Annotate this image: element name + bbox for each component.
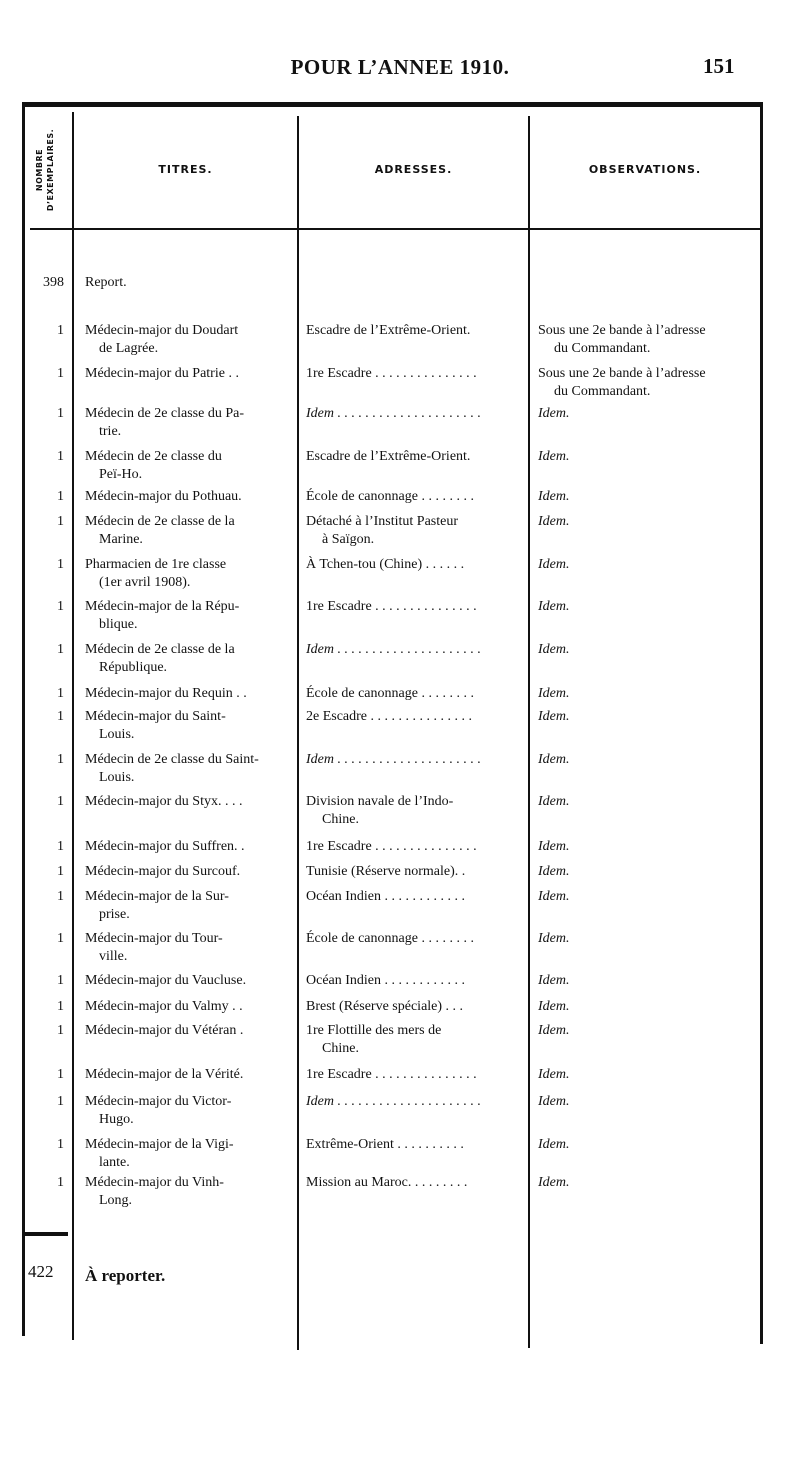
total-label: À reporter. xyxy=(85,1266,166,1285)
row-titre xyxy=(85,513,295,549)
row-adresse xyxy=(306,598,524,616)
row-titre-line: Marine. xyxy=(99,532,143,547)
row-observation xyxy=(538,598,763,616)
row-adresse xyxy=(306,513,524,549)
row-titre xyxy=(85,972,295,990)
row-titre-line: Médecin-major du Vaucluse. xyxy=(85,973,247,988)
row-titre xyxy=(85,930,295,966)
row-count: 1 xyxy=(57,1094,64,1109)
row-adresse-line: 1re Escadre . . . . . . . . . . . . . . . xyxy=(306,366,477,381)
row-adresse-line: Tunisie (Réserve normale). . xyxy=(306,864,466,879)
row-observation-line: Idem. xyxy=(538,686,570,701)
row-count: 1 xyxy=(57,709,64,724)
row-count: 1 xyxy=(57,839,64,854)
row-titre-line: Médecin-major du Doudart xyxy=(85,323,239,338)
row-observation xyxy=(538,1136,763,1154)
row-titre-line: Médecin-major du Patrie . . xyxy=(85,366,239,381)
row-adresse xyxy=(306,488,524,506)
row-titre xyxy=(85,448,295,484)
row-count: 1 xyxy=(57,686,64,701)
row-observation xyxy=(538,1022,763,1040)
row-adresse xyxy=(306,405,524,423)
row-titre-line: Médecin-major du Vétéran . xyxy=(85,1023,244,1038)
row-observation-line: Idem. xyxy=(538,709,570,724)
row-observation-line: Idem. xyxy=(538,489,570,504)
row-observation xyxy=(538,863,763,881)
row-observation-line: Idem. xyxy=(538,999,570,1014)
row-observation-line: Sous une 2e bande à l’adresse xyxy=(538,366,706,381)
row-observation-line: Idem. xyxy=(538,973,570,988)
row-adresse xyxy=(306,1066,524,1084)
row-observation xyxy=(538,365,763,401)
row-count: 1 xyxy=(57,366,64,381)
row-titre-line: blique. xyxy=(99,617,138,632)
row-titre-line: Peï-Ho. xyxy=(99,467,143,482)
row-titre-line: (1er avril 1908). xyxy=(99,575,191,590)
row-observation-line: Idem. xyxy=(538,794,570,809)
row-count: 1 xyxy=(57,794,64,809)
row-adresse-line: Escadre de l’Extrême-Orient. xyxy=(306,323,471,338)
row-titre xyxy=(85,365,295,383)
row-observation xyxy=(538,751,763,769)
column-header-nombre: NOMBRE D’EXEMPLAIRES. xyxy=(35,128,55,212)
row-observation xyxy=(538,930,763,948)
row-count: 1 xyxy=(57,514,64,529)
row-adresse xyxy=(306,708,524,726)
row-titre xyxy=(85,598,295,634)
row-adresse-line: Chine. xyxy=(322,812,359,827)
row-adresse-line: Idem . . . . . . . . . . . . . . . . . . . . . xyxy=(306,1094,481,1109)
row-titre xyxy=(85,751,295,787)
row-adresse-line: Océan Indien . . . . . . . . . . . . xyxy=(306,889,466,904)
row-count: 1 xyxy=(57,449,64,464)
row-observation xyxy=(538,405,763,423)
row-adresse-line: Brest (Réserve spéciale) . . . xyxy=(306,999,464,1014)
column-header-titres: TITRES. xyxy=(158,163,213,176)
row-adresse xyxy=(306,972,524,990)
row-titre xyxy=(85,793,295,811)
row-adresse xyxy=(306,1022,524,1058)
row-titre-line: Louis. xyxy=(99,770,135,785)
row-titre xyxy=(85,1093,295,1129)
row-titre xyxy=(85,1174,295,1210)
row-titre-line: Médecin-major de la Répu- xyxy=(85,599,240,614)
row-titre-line: Pharmacien de 1re classe xyxy=(85,557,227,572)
row-titre-line: lante. xyxy=(99,1155,130,1170)
row-adresse xyxy=(306,365,524,383)
row-count: 1 xyxy=(57,889,64,904)
row-observation xyxy=(538,998,763,1016)
column-divider-1 xyxy=(72,112,74,1340)
row-observation xyxy=(538,793,763,811)
row-titre xyxy=(85,641,295,677)
row-titre-line: Médecin-major du Vinh- xyxy=(85,1175,224,1190)
row-adresse xyxy=(306,930,524,948)
row-titre-line: Médecin de 2e classe de la xyxy=(85,642,235,657)
row-count: 1 xyxy=(57,1023,64,1038)
report-count: 398 xyxy=(43,275,64,290)
total-count: 422 xyxy=(28,1262,54,1281)
row-adresse xyxy=(306,322,524,340)
row-observation-line: Idem. xyxy=(538,889,570,904)
row-adresse-line: Idem . . . . . . . . . . . . . . . . . . . . . xyxy=(306,752,481,767)
row-titre xyxy=(85,556,295,592)
row-titre xyxy=(85,685,295,703)
row-titre xyxy=(85,405,295,441)
row-titre xyxy=(85,888,295,924)
row-titre xyxy=(85,863,295,881)
page-header-title: POUR L’ANNEE 1910. xyxy=(290,55,510,79)
row-observation-line: du Commandant. xyxy=(554,341,651,356)
row-titre xyxy=(85,1136,295,1172)
row-titre-line: Médecin-major de la Vérité. xyxy=(85,1067,244,1082)
row-titre xyxy=(85,322,295,358)
page-number: 151 xyxy=(703,54,735,78)
row-titre-line: Médecin-major du Suffren. . xyxy=(85,839,245,854)
row-observation-line: Idem. xyxy=(538,752,570,767)
row-titre xyxy=(85,708,295,744)
row-count: 1 xyxy=(57,1137,64,1152)
row-adresse-line: École de canonnage . . . . . . . . xyxy=(306,931,474,946)
row-adresse-line: À Tchen-tou (Chine) . . . . . . xyxy=(306,557,465,572)
total-rule xyxy=(22,1232,68,1236)
row-adresse-line: Division navale de l’Indo- xyxy=(306,794,454,809)
row-adresse xyxy=(306,641,524,659)
row-adresse-line: 1re Escadre . . . . . . . . . . . . . . . xyxy=(306,839,477,854)
row-adresse-line: Escadre de l’Extrême-Orient. xyxy=(306,449,471,464)
row-adresse-line: Extrême-Orient . . . . . . . . . . xyxy=(306,1137,464,1152)
row-adresse xyxy=(306,863,524,881)
row-adresse-line: Idem . . . . . . . . . . . . . . . . . . . . . xyxy=(306,642,481,657)
row-observation-line: Idem. xyxy=(538,557,570,572)
row-count: 1 xyxy=(57,752,64,767)
row-observation-line: Idem. xyxy=(538,1175,570,1190)
row-titre-line: Médecin-major du Valmy . . xyxy=(85,999,243,1014)
row-observation-line: Idem. xyxy=(538,642,570,657)
row-observation xyxy=(538,972,763,990)
row-count: 1 xyxy=(57,489,64,504)
row-adresse-line: École de canonnage . . . . . . . . xyxy=(306,489,474,504)
row-observation-line: Idem. xyxy=(538,864,570,879)
row-titre-line: Médecin-major du Victor- xyxy=(85,1094,232,1109)
row-count: 1 xyxy=(57,999,64,1014)
row-count: 1 xyxy=(57,864,64,879)
row-count: 1 xyxy=(57,406,64,421)
row-observation xyxy=(538,1174,763,1192)
row-observation xyxy=(538,1093,763,1111)
row-adresse-line: École de canonnage . . . . . . . . xyxy=(306,686,474,701)
row-titre-line: ville. xyxy=(99,949,128,964)
row-titre-line: Médecin de 2e classe du Pa- xyxy=(85,406,244,421)
row-observation-line: Idem. xyxy=(538,406,570,421)
row-count: 1 xyxy=(57,973,64,988)
row-adresse xyxy=(306,998,524,1016)
row-titre-line: Hugo. xyxy=(99,1112,134,1127)
row-adresse xyxy=(306,556,524,574)
row-observation-line: Idem. xyxy=(538,931,570,946)
row-adresse-line: 1re Escadre . . . . . . . . . . . . . . . xyxy=(306,1067,477,1082)
row-titre-line: de Lagrée. xyxy=(99,341,159,356)
row-adresse xyxy=(306,685,524,703)
row-titre-line: République. xyxy=(99,660,168,675)
row-adresse-line: Idem . . . . . . . . . . . . . . . . . . . . . xyxy=(306,406,481,421)
row-adresse xyxy=(306,751,524,769)
header-bottom-rule xyxy=(30,228,760,230)
row-titre-line: Médecin-major du Requin . . xyxy=(85,686,247,701)
row-titre-line: Médecin-major de la Vigi- xyxy=(85,1137,234,1152)
row-titre-line: Médecin-major du Saint- xyxy=(85,709,226,724)
row-observation-line: Idem. xyxy=(538,449,570,464)
row-observation-line: Idem. xyxy=(538,514,570,529)
table-top-rule xyxy=(22,102,763,107)
row-count: 1 xyxy=(57,931,64,946)
row-observation-line: Idem. xyxy=(538,1137,570,1152)
row-adresse-line: Océan Indien . . . . . . . . . . . . xyxy=(306,973,466,988)
row-titre-line: Médecin de 2e classe du Saint- xyxy=(85,752,259,767)
row-adresse xyxy=(306,448,524,466)
row-titre-line: Médecin-major de la Sur- xyxy=(85,889,229,904)
row-adresse-line: Chine. xyxy=(322,1041,359,1056)
row-adresse xyxy=(306,1136,524,1154)
row-titre-line: Médecin de 2e classe du xyxy=(85,449,222,464)
column-divider-3 xyxy=(528,116,530,1348)
row-titre xyxy=(85,998,295,1016)
row-count: 1 xyxy=(57,323,64,338)
row-adresse-line: 1re Escadre . . . . . . . . . . . . . . . xyxy=(306,599,477,614)
row-adresse xyxy=(306,888,524,906)
row-titre xyxy=(85,488,295,506)
row-observation xyxy=(538,448,763,466)
row-titre xyxy=(85,1022,295,1040)
column-divider-2 xyxy=(297,116,299,1350)
row-titre-line: Médecin-major du Surcouf. xyxy=(85,864,241,879)
row-titre-line: Médecin-major du Pothuau. xyxy=(85,489,242,504)
column-header-observations: OBSERVATIONS. xyxy=(588,163,702,176)
row-titre-line: Médecin-major du Tour- xyxy=(85,931,223,946)
row-count: 1 xyxy=(57,1067,64,1082)
row-titre xyxy=(85,838,295,856)
row-observation xyxy=(538,685,763,703)
row-adresse xyxy=(306,838,524,856)
row-titre-line: prise. xyxy=(99,907,130,922)
row-adresse xyxy=(306,1093,524,1111)
row-observation xyxy=(538,556,763,574)
row-titre-line: Louis. xyxy=(99,727,135,742)
row-count: 1 xyxy=(57,557,64,572)
row-observation xyxy=(538,708,763,726)
row-adresse xyxy=(306,793,524,829)
row-observation xyxy=(538,888,763,906)
report-label: Report. xyxy=(85,275,127,290)
row-observation-line: Idem. xyxy=(538,1067,570,1082)
row-observation-line: Idem. xyxy=(538,1094,570,1109)
row-adresse-line: 2e Escadre . . . . . . . . . . . . . . . xyxy=(306,709,473,724)
row-titre-line: Médecin de 2e classe de la xyxy=(85,514,235,529)
row-observation-line: Idem. xyxy=(538,599,570,614)
column-header-adresses: ADRESSES. xyxy=(374,163,453,176)
row-count: 1 xyxy=(57,1175,64,1190)
row-observation xyxy=(538,641,763,659)
row-observation-line: Idem. xyxy=(538,839,570,854)
row-observation xyxy=(538,322,763,358)
row-observation xyxy=(538,1066,763,1084)
row-observation xyxy=(538,513,763,531)
row-observation-line: du Commandant. xyxy=(554,384,651,399)
row-count: 1 xyxy=(57,599,64,614)
row-titre-line: Long. xyxy=(99,1193,133,1208)
row-observation xyxy=(538,488,763,506)
row-adresse xyxy=(306,1174,524,1192)
row-titre-line: Médecin-major du Styx. . . . xyxy=(85,794,243,809)
row-adresse-line: 1re Flottille des mers de xyxy=(306,1023,442,1038)
row-adresse-line: Détaché à l’Institut Pasteur xyxy=(306,514,459,529)
row-titre-line: trie. xyxy=(99,424,122,439)
row-observation xyxy=(538,838,763,856)
row-observation-line: Idem. xyxy=(538,1023,570,1038)
row-count: 1 xyxy=(57,642,64,657)
row-observation-line: Sous une 2e bande à l’adresse xyxy=(538,323,706,338)
row-adresse-line: à Saïgon. xyxy=(322,532,375,547)
row-titre xyxy=(85,1066,295,1084)
row-adresse-line: Mission au Maroc. . . . . . . . . xyxy=(306,1175,468,1190)
